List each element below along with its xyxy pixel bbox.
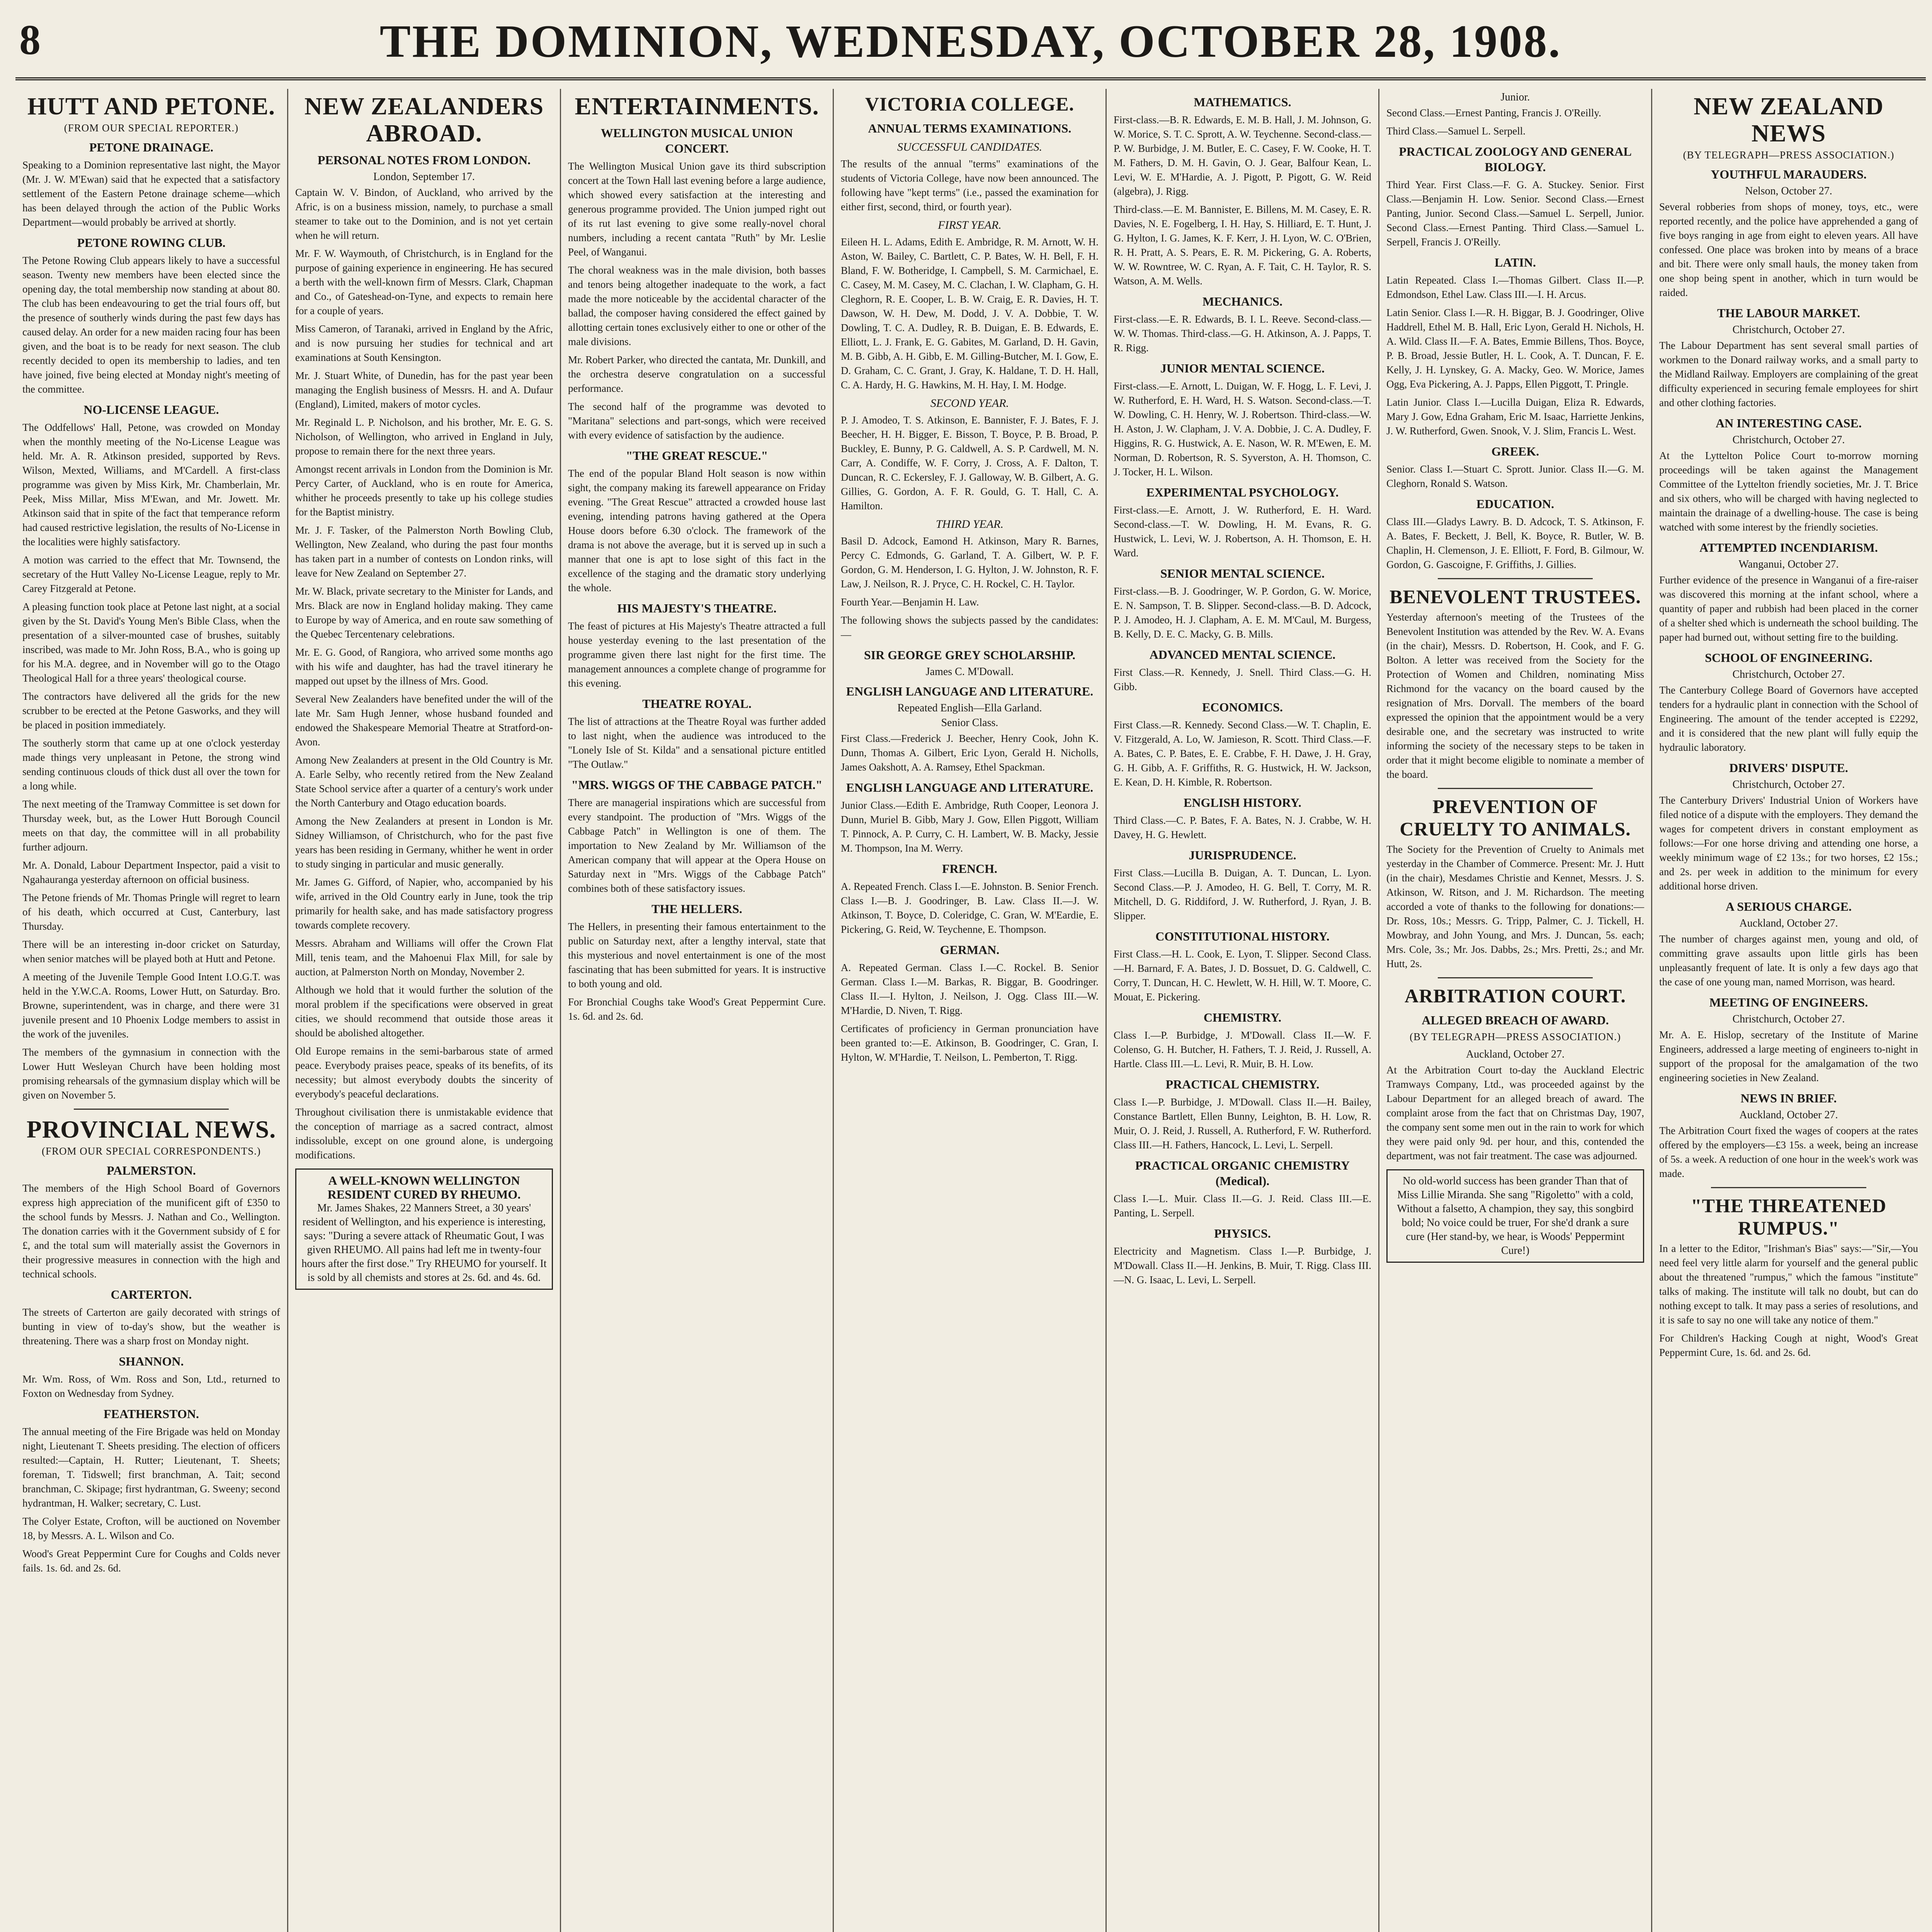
article-text: The Canterbury College Board of Governors have accepted tenders for a hydraulic plant in connection with the School of Engineering. The amount of the tender accepted is £2292, and it is considered that the new plant will fully equip the hydraulic laboratory. xyxy=(1659,684,1918,753)
article-text: The number of charges against men, young and old, of committing grave assaults upon little girls has been unpleasantly frequent of late. It is only a few days ago that the case of one young man, named Morrison, was heard. xyxy=(1659,933,1918,988)
article-text: Basil D. Adcock, Eamond H. Atkinson, Mary R. Barnes, Percy C. Edmonds, G. Garland, T. A. Gilbert, W. P. F. Gordon, G. M. Henderson, I. G. Hylton, J. W. Johnston, R. F. Law, J. Neilson, R. J. Pryce, C. H. Rockel, C. H. Taylor. xyxy=(841,535,1099,590)
column-3 xyxy=(561,89,834,1932)
article-text: A pleasing function took place at Petone last night, at a social given by the St. David's Young Men's Bible Class, when the presentation of a silver-mounted case of brushes, suitably inscribed, was made to Mr. John Ross, B.A., who is going up for his M.A. degree, and in November will go to the Otago Theological Hall for a three years' theological course. xyxy=(22,601,280,684)
article-text: Mr. F. W. Waymouth, of Christchurch, is in England for the purpose of gaining experience in engineering. He has secured a berth with the well-known firm of Messrs. Clark, Chapman and Co., of Gateshead-on-Tyne, and expects to remain here for a couple of years. xyxy=(295,248,553,316)
article-text: Certificates of proficiency in German pronunciation have been granted to:—E. Atkinson, B. Goodringer, C. Gran, I. Hylton, W. M'Hardie, T. Neilson, L. Pemberton, T. Rigg. xyxy=(841,1023,1099,1063)
divider xyxy=(1438,788,1592,789)
article-text: Second Class.—Ernest Panting, Francis J. O'Reilly. xyxy=(1386,107,1601,119)
article-text: Although we hold that it would further the solution of the moral problem if the specifications were observed in great cities, we should recommend that outside those areas it should be abolished altogether. xyxy=(295,984,553,1039)
article-text: The results of the annual "terms" examinations of the students of Victoria College, have now been announced. The following have "kept terms" (i.e., passed the examination for either first, second, third, or fourth year). xyxy=(841,158,1099,213)
subheading: PETONE DRAINAGE. xyxy=(89,140,214,154)
subheading: SHANNON. xyxy=(119,1354,184,1368)
subheading: EDUCATION. xyxy=(1476,497,1554,511)
subheading: "THE GREAT RESCUE." xyxy=(626,449,768,463)
article-text: Senior Class. xyxy=(941,717,998,729)
subheading: NEWS IN BRIEF. xyxy=(1740,1091,1837,1105)
subheading: THE LABOUR MARKET. xyxy=(1717,306,1861,320)
dateline: Christchurch, October 27. xyxy=(1732,779,1845,791)
subheading: "MRS. WIGGS OF THE CABBAGE PATCH." xyxy=(571,778,823,792)
column-6 xyxy=(1379,89,1652,1932)
article-text: The contractors have delivered all the grids for the new scrubber to be erected at the Petone Gasworks, and they will be placed in position immediately. xyxy=(22,690,280,731)
subheading: HIS MAJESTY'S THEATRE. xyxy=(617,601,777,615)
subheading: WELLINGTON MUSICAL UNION CONCERT. xyxy=(600,126,793,155)
section-title: PREVENTION OF CRUELTY TO ANIMALS. xyxy=(1400,796,1631,840)
advert-title: A WELL-KNOWN WELLINGTON RESIDENT CURED BY RHEUMO. xyxy=(327,1173,521,1201)
advert-text: No old-world success has been grander Than that of Miss Lillie Miranda. She sang "Rigoletto" with a cold, Without a falsetto, A champion, they say, this songbird bold; No voice could be truer, For she'd drank a sure cure (Her stand-by, we hear, is Woods' Peppermint Cure!) xyxy=(1397,1175,1634,1257)
article-text: Mr. Robert Parker, who directed the cantata, Mr. Dunkill, and the orchestra deserve congratulation on a successful performance. xyxy=(568,354,826,394)
subheading: CONSTITUTIONAL HISTORY. xyxy=(1155,929,1330,943)
dateline: Christchurch, October 27. xyxy=(1732,434,1845,446)
article-text: The choral weakness was in the male division, both basses and tenors being altogether inadequate to the work, a fact made the more noticeable by the accidental character of the ballad, the composer having considered the effect gained by allotting certain tones exclusively either to one or other of the male divisions. xyxy=(568,264,826,347)
columns xyxy=(15,89,1926,1932)
article-text: First-class.—B. J. Goodringer, W. P. Gordon, G. W. Morice, E. N. Sampson, T. B. Slipper. Second-class.—B. D. Adcock, P. J. Amodeo, H. J. Clapham, A. E. M. M'Caul, M. Burgess, B. Kelly, D. E. C. Macky, G. B. Mills. xyxy=(1114,585,1371,640)
article-text: Class I.—P. Burbidge, J. M'Dowall. Class II.—W. F. Colenso, G. H. Butcher, H. Fathers, T. J. Reid, J. Russell, A. Hartle. Class III.—L. Levi, R. Muir, B. H. Low. xyxy=(1114,1029,1371,1070)
article-text: Third Class.—Samuel L. Serpell. xyxy=(1386,125,1526,137)
subheading: PALMERSTON. xyxy=(107,1163,196,1177)
article-text: Several New Zealanders have benefited under the will of the late Mr. Sam Hugh Jenner, whose husband founded and endowed the Shakespeare Memorial Theatre at Stratford-on-Avon. xyxy=(295,693,553,748)
dateline: Auckland, October 27. xyxy=(1739,1109,1838,1121)
article-text: First Class.—R. Kennedy. Second Class.—W. T. Chaplin, E. V. Fitzgerald, A. Lo, W. Jamieson, R. Scott. Third Class.—F. A. Bates, C. P. Bates, E. E. Crabbe, F. H. Dawe, J. H. Gray, G. H. Gibb, A. F. Griffiths, R. G. Hustwick, H. W. Jackson, E. Kean, D. H. Kimble, R. Robertson. xyxy=(1114,719,1371,788)
article-text: Junior Class.—Edith E. Ambridge, Ruth Cooper, Leonora J. Dunn, Muriel B. Gibb, Mary J. Gow, Ellen Piggott, William T. Pinnock, A. P. Curry, C. H. Lambert, W. B. Macky, Jessie M. Thompson, Ina M. Werry. xyxy=(841,799,1099,854)
article-text: The Society for the Prevention of Cruelty to Animals met yesterday in the Chamber of Commerce. Present: Mr. J. Hutt (in the chair), Mesdames Christie and Kennet, Messrs. J. S. Atkinson, W. Ritson, and J. M. Richardson. The meeting accorded a vote of thanks to the following for donations:—Dr. Ross, 10s.; Messrs. G. Tripp, Palmer, C. J. Tickell, H. Mowbray, and John Young, and Mrs. J. Duncan, 5s. each; Mrs. Cole, 3s.; Mr. Jos. Dabbs, 2s.; Mrs. Pretti, 2s.; and Mr. Hutt, 2s. xyxy=(1386,844,1644,969)
column-2 xyxy=(288,89,561,1932)
article-text: The annual meeting of the Fire Brigade was held on Monday night, Lieutenant T. Sheets presiding. The election of officers resulted:—Captain, H. Rutter; Lieutenant, T. Sheets; foreman, T. Tidswell; first branchman, A. Tait; second branchman, C. Skipage; first hydrantman, G. Sweeny; second hydrantman, H. Walker; secretary, C. Lust. xyxy=(22,1426,280,1509)
subheading: DRIVERS' DISPUTE. xyxy=(1729,761,1848,775)
article-text: A meeting of the Juvenile Temple Good Intent I.O.G.T. was held in the Y.W.C.A. Rooms, Lower Hutt, on Saturday. Bro. Browne, superintendent, was in charge, and there were 31 juvenile present and 10 Phoenix Lodge members to assist in the work of the juveniles. xyxy=(22,971,280,1040)
article-text: There will be an interesting in-door cricket on Saturday, when senior matches will be played both at Hutt and Petone. xyxy=(22,939,280,964)
article-text: First Class.—R. Kennedy, J. Snell. Third Class.—G. H. Gibb. xyxy=(1114,667,1371,692)
page-number: 8 xyxy=(19,16,41,63)
dateline: Wanganui, October 27. xyxy=(1738,558,1839,570)
subheading: ADVANCED MENTAL SCIENCE. xyxy=(1149,648,1336,662)
article-text: Mr. W. Black, private secretary to the Minister for Lands, and Mrs. Black are now in England holiday making. They came to Europe by way of America, and en route saw something of the Quebec Tercentenary celebrations. xyxy=(295,585,553,640)
article-text: Yesterday afternoon's meeting of the Trustees of the Benevolent Institution was attended by the Rev. W. A. Evans (in the chair), Messrs. D. Robertson, H. Cook, and F. G. Bolton. A letter was received from the Society for the Protection of Women and Children, nominating Miss Richmond for the vacancy on the board caused by the resignation of Mrs. Dorvall. The members of the board expressed the opinion that the appointment would be a very desirable one, and the secretary was instructed to write informing the society of the necessary steps to be taken in order that it might become eligible to nominate a member of the board. xyxy=(1386,611,1644,780)
article-text: The Hellers, in presenting their famous entertainment to the public on Saturday next, after a lengthy interval, state that this mysterious and novel entertainment is one of the most fascinating that has been submitted for years. It is instructive to both young and old. xyxy=(568,921,826,990)
article-text: Class I.—P. Burbidge, J. M'Dowall. Class II.—H. Bailey, Constance Bartlett, Ellen Bunny, Leighton, B. H. Low, R. Muir, O. J. Reid, J. Russell, A. Rutherford, F. W. Rutherford. Class III.—H. Fathers, Hancock, L. Levi, L. Serpell. xyxy=(1114,1096,1371,1151)
article-text: Throughout civilisation there is unmistakable evidence that the conception of marriage as a sacred contract, almost indissoluble, except on one ground alone, is undergoing modifications. xyxy=(295,1106,553,1161)
article-text: The Wellington Musical Union gave its third subscription concert at the Town Hall last evening before a large audience, which showed every satisfaction at the interesting and generous programme provided. The Union jumped right out of its rut last evening to give some really-novel choral numbers, including a recent cantata "Ruth" by Mr. Leslie Peel, of Wanganui. xyxy=(568,160,826,258)
article-text: Captain W. V. Bindon, of Auckland, who arrived by the Afric, is on a business mission, namely, to purchase a small steamer to take out to the Dominion, and is not yet certain when he will return. xyxy=(295,187,553,241)
advert-text: For Children's Hacking Cough at night, Wood's Great Peppermint Cure, 1s. 6d. and 2s. 6d. xyxy=(1659,1332,1918,1358)
article-text: Eileen H. L. Adams, Edith E. Ambridge, R. M. Arnott, W. H. Aston, W. Bailey, C. Bartlett, C. P. Bates, W. H. Bell, F. H. Bland, F. W. Botheridge, I. Campbell, S. M. Carmichael, E. C. Casey, M. M. Casey, M. C. Clachan, I. W. Clapham, G. H. Cleghorn, R. E. Cooper, L. B. W. Craig, E. R. Davies, H. T. Dawson, W. H. Dew, M. Dodd, J. V. A. Dobbie, T. W. Dowling, T. C. A. Dudley, R. B. Duigan, E. B. Edwards, E. Elliott, L. J. Frank, E. G. Gabites, M. Garland, D. H. Gavin, M. B. Gibb, A. H. Gibb, E. M. Gilling-Butcher, M. I. Gow, E. D. Graham, C. C. Grant, J. Gray, K. Haldane, T. D. H. Hall, C. A. Hardy, H. G. Hawkins, M. H. Hay, I. M. Hodge. xyxy=(841,236,1099,391)
advertisement xyxy=(1386,1169,1644,1263)
article-text: Third Class.—C. P. Bates, F. A. Bates, N. J. Crabbe, W. H. Davey, H. G. Hewlett. xyxy=(1114,815,1371,840)
article-text: Mr. J. Stuart White, of Dunedin, has for the past year been managing the English business of Messrs. H. and A. Dufaur (England), Limited, makers of motor cycles. xyxy=(295,370,553,410)
subheading: PETONE ROWING CLUB. xyxy=(77,236,226,250)
article-text: Mr. James G. Gifford, of Napier, who, accompanied by his wife, arrived in the Old Country early in June, took the trip primarily for health sake, and has made satisfactory progress towards complete recovery. xyxy=(295,876,553,931)
subheading: YOUTHFUL MARAUDERS. xyxy=(1711,167,1867,181)
dateline: London, September 17. xyxy=(373,171,475,183)
byline: (BY TELEGRAPH—PRESS ASSOCIATION.) xyxy=(1410,1031,1621,1043)
section-title: HUTT AND PETONE. xyxy=(27,92,276,120)
article-text: A. Repeated German. Class I.—C. Rockel. B. Senior German. Class I.—M. Barkas, R. Biggar, B. Goodringer. Class II.—I. Hylton, J. Neilson, J. Ogg. Class III.—W. M'Hardie, D. Niven, T. Rigg. xyxy=(841,962,1099,1016)
article-text: Junior. xyxy=(1500,91,1530,103)
article-text: Among the New Zealanders at present in London is Mr. Sidney Williamson, of Christchurch, who for the past five years has been residing in Germany, whither he went in order to study singing in particular and music generally. xyxy=(295,815,553,870)
article-text: Latin Repeated. Class I.—Thomas Gilbert. Class II.—P. Edmondson, Ethel Law. Class III.—I. H. Arcus. xyxy=(1386,274,1644,300)
column-7 xyxy=(1652,89,1925,1932)
article-text: The next meeting of the Tramway Committee is set down for Thursday week, but, as the Lower Hutt Borough Council meets on that day, the committee will in all probability further adjourn. xyxy=(22,798,280,853)
article-text: The Petone friends of Mr. Thomas Pringle will regret to learn of his death, which occurred at Cust, Canterbury, last Thursday. xyxy=(22,892,280,932)
masthead xyxy=(15,12,1926,80)
advert-text: Mr. James Shakes, 22 Manners Street, a 30 years' resident of Wellington, and his experience is interesting, says: "During a severe attack of Rheumatic Gout, I was given RHEUMO. All pains had left me in twenty-four hours after the first dose." Try RHEUMO for yourself. It is sold by all chemists and stores at 2s. 6d. and 4s. 6d. xyxy=(301,1202,547,1284)
dateline: Auckland, October 27. xyxy=(1739,917,1838,929)
article-text: First-class.—E. Arnott, L. Duigan, W. F. Hogg, L. F. Levi, J. W. Rutherford, E. H. Ward, H. S. Watson. Second-class.—T. W. Dowling, C. H. Henry, W. J. Robertson. Third-class.—W. H. Aston, J. W. Clapham, J. V. A. Dobbie, J. C. A. Dudley, F. Higgins, R. G. Hustwick, A. E. Nason, W. R. M'Ewen, E. M. Norman, D. Robertson, R. S. Syverston, A. H. Thomson, C. J. Tocker, H. L. Wilson. xyxy=(1114,380,1371,478)
subheading: GERMAN. xyxy=(940,943,1000,957)
subheading: GREEK. xyxy=(1491,444,1539,458)
article-text: Class I.—L. Muir. Class II.—G. J. Reid. Class III.—E. Panting, L. Serpell. xyxy=(1114,1193,1371,1219)
subheading: ALLEGED BREACH OF AWARD. xyxy=(1422,1013,1609,1027)
article-text: The following shows the subjects passed by the candidates:— xyxy=(841,614,1099,640)
subheading: LATIN. xyxy=(1495,255,1536,269)
article-text: Latin Senior. Class I.—R. H. Biggar, B. J. Goodringer, Olive Haddrell, Ethel M. B. Hall, Eric Lyon, Gerald H. Nichols, H. A. Wild. Class II.—F. A. Bates, Emmie Billens, Thos. Boyce, P. B. Broad, Jessie Butler, H. L. Cook, A. T. Duncan, F. E. Kelly, J. H. Lynskey, G. A. Macky, Geo. W. Morice, James Ogg, Eva Pickering, A. J. Papps, Ellen Piggott, T. Pringle. xyxy=(1386,307,1644,390)
article-text: The members of the High School Board of Governors express high appreciation of the munificent gift of £350 to the school funds by Messrs. J. Nathan and Co., Wellington. The donation carries with it the Government subsidy of £ for £, and the total sum will materially assist the Governors in their progressive measures in connection with the high and technical schools. xyxy=(22,1182,280,1280)
article-text: At the Arbitration Court to-day the Auckland Electric Tramways Company, Ltd., was proceeded against by the Labour Department for an alleged breach of award. The complaint arose from the fact that on Christmas Day, 1907, the company sent some men out in the rain to work for which they were paid only 9d. per hour, and this, contended the department, was not fair treatment. The case was adjourned. xyxy=(1386,1064,1644,1162)
divider xyxy=(1711,1187,1866,1188)
article-text: Mr. A. E. Hislop, secretary of the Institute of Marine Engineers, addressed a large meeting of engineers to-night in support of the proposal for the amalgamation of the two engineering societies in New Zealand. xyxy=(1659,1029,1918,1083)
divider xyxy=(74,1109,228,1110)
article-text: A motion was carried to the effect that Mr. Townsend, the secretary of the Hutt Valley No-License League, reply to Mr. Carey Fitzgerald at Petone. xyxy=(22,554,280,594)
section-title: PROVINCIAL NEWS. xyxy=(26,1116,276,1143)
article-text: The Colyer Estate, Crofton, will be auctioned on November 18, by Messrs. A. L. Wilson and Co. xyxy=(22,1515,280,1541)
subheading: FRENCH. xyxy=(942,862,998,876)
article-text: Among New Zealanders at present in the Old Country is Mr. A. Earle Selby, who recently retired from the New Zealand State School service after a quarter of a century's work under the North Canterbury and Otago education boards. xyxy=(295,754,553,809)
subheading: EXPERIMENTAL PSYCHOLOGY. xyxy=(1146,485,1339,499)
article-text: Fourth Year.—Benjamin H. Law. xyxy=(841,596,979,608)
article-text: Latin Junior. Class I.—Lucilla Duigan, Eliza R. Edwards, Mary J. Gow, Edna Graham, Eric M. Isaac, Harriette Jenkins, J. W. Rutherford, Gwen. Snook, V. J. Slim, Francis L. West. xyxy=(1386,396,1644,437)
byline: (FROM OUR SPECIAL REPORTER.) xyxy=(64,122,239,134)
subheading: THIRD YEAR. xyxy=(936,518,1003,531)
subheading: ANNUAL TERMS EXAMINATIONS. xyxy=(868,121,1071,135)
article-text: Repeated English—Ella Garland. xyxy=(897,702,1042,714)
subheading: SCHOOL OF ENGINEERING. xyxy=(1705,651,1872,665)
article-text: Third Year. First Class.—F. G. A. Stuckey. Senior. First Class.—Benjamin H. Low. Senior. Second Class.—Ernest Panting, Junior. Second Class.—Samuel L. Serpell, Junior. Second Class.—Ernest Panting. Third Class.—Samuel L. Serpell, Francis J. O'Reilly. xyxy=(1386,179,1644,248)
subheading: SENIOR MENTAL SCIENCE. xyxy=(1160,566,1325,580)
section-title: ENTERTAINMENTS. xyxy=(575,92,819,120)
article-text: At the Lyttelton Police Court to-morrow morning proceedings will be taken against the Management Committee of the Lyttelton friendly societies, Mr. J. T. Brice and six others, who will be charged with having neglected to maintain the drainage of a dwelling-house. The case is being watched with some interest by the friendly societies. xyxy=(1659,450,1918,533)
article-text: First Class.—Lucilla B. Duigan, A. T. Duncan, L. Lyon. Second Class.—P. J. Amodeo, H. G. Bell, T. Corry, M. R. Mitchell, D. G. Riddiford, J. W. Rutherford, J. Ryan, J. B. Slipper. xyxy=(1114,867,1371,922)
subheading: MEETING OF ENGINEERS. xyxy=(1709,995,1868,1009)
section-title: NEW ZEALANDERS ABROAD. xyxy=(304,92,544,147)
subheading: MATHEMATICS. xyxy=(1194,95,1291,109)
article-text: Electricity and Magnetism. Class I.—P. Burbidge, J. M'Dowall. Class II.—H. Jenkins, B. Muir, T. Rigg. Class III.—N. G. Isaac, L. Levi, L. Serpell. xyxy=(1114,1245,1371,1286)
subheading: THEATRE ROYAL. xyxy=(642,697,752,711)
article-text: Mr. A. Donald, Labour Department Inspector, paid a visit to Ngahauranga yesterday afternoon on official business. xyxy=(22,859,280,885)
article-text: First Class.—Frederick J. Beecher, Henry Cook, John K. Dunn, Thomas A. Gilbert, Eric Lyon, Gerald H. Nicholls, James Oakshott, A. A. Ramsey, Ethel Spackman. xyxy=(841,733,1099,773)
subheading: JURISPRUDENCE. xyxy=(1189,848,1296,862)
article-text: The Petone Rowing Club appears likely to have a successful season. Twenty new members have been elected since the opening day, the total membership now standing at about 80. The club has been endeavouring to get the trial fours off, but the presence of southerly winds during the past few days has caused delay. An order for a new maiden racing four has been given, and the boat is to be ready for next season. The club recently decided to open its membership to ladies, and ten have joined, five being elected at Monday night's meeting of the committee. xyxy=(22,255,280,395)
article-text: The list of attractions at the Theatre Royal was further added to last night, when the audience was introduced to the "Lonely Isle of St. Kilda" and a sensational picture entitled "The Outlaw." xyxy=(568,716,826,770)
subheading: SECOND YEAR. xyxy=(930,397,1009,410)
article-text: Messrs. Abraham and Williams will offer the Crown Flat Mill, tenis team, and the Mahoenui Flax Mill, for sale by auction, at Palmerston North on Monday, November 2. xyxy=(295,937,553,978)
dateline: Christchurch, October 27. xyxy=(1732,668,1845,680)
article-text: Several robberies from shops of money, toys, etc., were reported recently, and the police have apprehended a gang of five boys ranging in age from eight to eleven years. All have confessed. One place was broken into by means of a brace and bit. There were only small hauls, the money taken from one shop being spent in another, which in turn would be raided. xyxy=(1659,201,1918,298)
subheading: MECHANICS. xyxy=(1202,294,1283,308)
article-text: First Class.—H. L. Cook, E. Lyon, T. Slipper. Second Class.—H. Barnard, F. A. Bates, J. D. Bossuet, D. G. Caldwell, C. Corry, T. Duncan, H. C. Hewlett, W. H. Hill, W. T. Moore, C. Mouat, E. Pickering. xyxy=(1114,948,1371,1003)
dateline: Nelson, October 27. xyxy=(1745,185,1832,197)
newspaper-title: THE DOMINION, WEDNESDAY, OCTOBER 28, 1908. xyxy=(379,15,1562,67)
article-text: Speaking to a Dominion representative last night, the Mayor (Mr. J. W. M'Ewan) said that he expected that a satisfactory settlement of the Eastern Petone drainage scheme—which has been delayed through the action of the Public Works Department—would probably be arrived at shortly. xyxy=(22,159,280,228)
column-1 xyxy=(15,89,288,1932)
article-text: The feast of pictures at His Majesty's Theatre attracted a full house yesterday evening to the last presentation of the programme given there last night for the first time. The management announces a complete change of programme for this evening. xyxy=(568,620,826,689)
article-text: Old Europe remains in the semi-barbarous state of armed peace. Everybody praises peace, speaks of its benefits, of its necessity; but almost everybody doubts the sincerity of everybody's peaceful declarations. xyxy=(295,1045,553,1100)
byline: (FROM OUR SPECIAL CORRESPONDENTS.) xyxy=(41,1145,261,1157)
article-text: The southerly storm that came up at one o'clock yesterday made things very unpleasant in Petone, the strong wind sending continuous clouds of thick dust all over the town for a long while. xyxy=(22,737,280,792)
article-text: Miss Cameron, of Taranaki, arrived in England by the Afric, and is now pursuing her studies for technical and art examinations at South Kensington. xyxy=(295,323,553,363)
section-title: NEW ZEALAND NEWS xyxy=(1694,92,1884,147)
subheading: PRACTICAL ORGANIC CHEMISTRY (Medical). xyxy=(1135,1158,1350,1188)
article-text: The members of the gymnasium in connection with the Lower Hutt Wesleyan Church have been holding most promising rehearsals of the gymnasium display which will be given on November 5. xyxy=(22,1046,280,1101)
article-text: Further evidence of the presence in Wanganui of a fire-raiser was discovered this morning at the infant school, where a quantity of paper and rubbish had been placed in the corner of a shelter shed which is underneath the school building. The paper had burned out, without setting fire to the building. xyxy=(1659,574,1918,643)
subheading: ENGLISH HISTORY. xyxy=(1184,796,1301,810)
subheading: JUNIOR MENTAL SCIENCE. xyxy=(1160,361,1325,375)
article-text: The Labour Department has sent several small parties of workmen to the Donard railway works, and a small party to the Midland Railway. Employers are complaining of the great difficulty experienced in securing female employees for shirt and other clothing factories. xyxy=(1659,340,1918,408)
subheading: ECONOMICS. xyxy=(1202,700,1283,714)
article-text: Senior. Class I.—Stuart C. Sprott. Junior. Class II.—G. M. Cleghorn, Ronald S. Watson. xyxy=(1386,463,1644,489)
section-title: VICTORIA COLLEGE. xyxy=(865,93,1075,115)
article-text: The Canterbury Drivers' Industrial Union of Workers have filed notice of a dispute with the employers. They demand the wages for competent drivers in constant employment as follows:—For one horse driving and attending one horse, a weekly minimum wage of £2 13s.; for two horses, £2 15s.; and 2s. per week in addition to the minimum for every additional horse driven. xyxy=(1659,794,1918,892)
section-title: "THE THREATENED RUMPUS." xyxy=(1690,1195,1887,1239)
article-text: The second half of the programme was devoted to "Maritana" selections and part-songs, which were received with every evidence of satisfaction by the audience. xyxy=(568,401,826,441)
subheading: ENGLISH LANGUAGE AND LITERATURE. xyxy=(846,781,1094,794)
dateline: Christchurch, October 27. xyxy=(1732,324,1845,336)
subheading: THE HELLERS. xyxy=(651,902,742,916)
article-text: The end of the popular Bland Holt season is now within sight, the company making its farewell appearance on Friday evening. "The Great Rescue" attracted a crowded house last evening, intending patrons having gathered at the Opera House doors before 6.30 o'clock. The framework of the drama is not above the average, but it is served up in such a manner that one is apt to lose sight of this fact in the excellence of the staging and the dramatic story underlying the whole. xyxy=(568,468,826,594)
divider xyxy=(1438,578,1592,579)
advertisement xyxy=(295,1168,553,1290)
subheading: ATTEMPTED INCENDIARISM. xyxy=(1699,541,1878,554)
subheading: PERSONAL NOTES FROM LONDON. xyxy=(317,153,531,167)
article-text: James C. M'Dowall. xyxy=(925,666,1014,678)
subheading: CHEMISTRY. xyxy=(1203,1010,1282,1024)
section-title: ARBITRATION COURT. xyxy=(1405,985,1626,1007)
dateline: Christchurch, October 27. xyxy=(1732,1013,1845,1025)
article-text: Mr. Wm. Ross, of Wm. Ross and Son, Ltd., returned to Foxton on Wednesday from Sydney. xyxy=(22,1373,280,1399)
article-text: Class III.—Gladys Lawry. B. D. Adcock, T. S. Atkinson, F. A. Bates, F. Beckett, J. Bell, K. Boyce, R. Butler, W. B. Chaplin, H. Clemenson, J. E. Elliott, F. Ford, B. Gilmour, W. Gordon, G. Gascoigne, F. Griffiths, J. Gillies. xyxy=(1386,516,1644,570)
column-5 xyxy=(1107,89,1379,1932)
article-text: First-class.—E. Arnott, J. W. Rutherford, E. H. Ward. Second-class.—T. W. Dowling, H. M. Evans, R. G. Hustwick, L. Levi, W. J. Robertson, A. H. Thomson, E. H. Ward. xyxy=(1114,504,1371,559)
newspaper-page xyxy=(15,12,1926,1932)
subheading: PRACTICAL ZOOLOGY AND GENERAL BIOLOGY. xyxy=(1399,145,1632,174)
article-text: First-class.—E. R. Edwards, B. I. L. Reeve. Second-class.—W. W. Thomas. Third-class.—G. H. Atkinson, A. J. Papps, T. R. Rigg. xyxy=(1114,313,1371,354)
subheading: AN INTERESTING CASE. xyxy=(1716,416,1862,430)
subheading: FIRST YEAR. xyxy=(938,219,1002,231)
section-title: BENEVOLENT TRUSTEES. xyxy=(1389,586,1641,607)
subheading: PRACTICAL CHEMISTRY. xyxy=(1165,1077,1320,1091)
byline: (BY TELEGRAPH—PRESS ASSOCIATION.) xyxy=(1683,149,1895,161)
subheading: NO-LICENSE LEAGUE. xyxy=(83,403,219,417)
article-text: Mr. E. G. Good, of Rangiora, who arrived some months ago with his wife and daughter, has had the travel itinerary he mapped out upset by the illness of Mrs. Good. xyxy=(295,646,553,687)
article-text: Mr. Reginald L. P. Nicholson, and his brother, Mr. E. G. S. Nicholson, of Wellington, who arrived in England in July, propose to remain there for the next three years. xyxy=(295,417,553,457)
subheading: A SERIOUS CHARGE. xyxy=(1725,900,1852,913)
article-text: The Oddfellows' Hall, Petone, was crowded on Monday when the monthly meeting of the No-License League was held. Mr. A. R. Atkinson presided, supported by Revs. Wilson, Mexted, Williams, and M'Cardell. A first-class programme was given by Miss Kirk, Mr. Chamberlain, Mr. Peek, Miss Millar, Miss M'Ewan, and Mr. Jowett. Mr. Atkinson said that in spite of the fact that temperance reform had caused restrictive legislation, the results of No-License in the localities were highly satisfactory. xyxy=(22,422,280,548)
article-text: P. J. Amodeo, T. S. Atkinson, E. Bannister, F. J. Bates, F. J. Beecher, H. H. Bigger, E. Bisson, T. Boyce, P. B. Broad, P. Buckley, E. Bunny, P. G. Caldwell, A. S. P. Cardwell, M. N. Carr, A. Condiffe, W. F. Corry, J. Cross, A. F. Dalton, T. Duncan, R. C. Eckersley, F. J. Galloway, W. B. Gilbert, A. G. Gillies, G. Gordon, A. F. R. Gould, G. T. Hall, C. A. Hamilton. xyxy=(841,414,1099,512)
article-text: Amongst recent arrivals in London from the Dominion is Mr. Percy Carter, of Auckland, who is en route for America, whither he proceeds presently to take up his college studies for the Baptist ministry. xyxy=(295,463,553,518)
subheading: SIR GEORGE GREY SCHOLARSHIP. xyxy=(864,648,1076,662)
article-text: There are managerial inspirations which are successful from every standpoint. The production of "Mrs. Wiggs of the Cabbage Patch" in Wellington is one of them. The importation to New Zealand by Mr. Williamson of the American company that will appear at the Opera House on Saturday next in "Mrs. Wiggs of the Cabbage Patch" combines both of these satisfactory issues. xyxy=(568,797,826,894)
subheading: ENGLISH LANGUAGE AND LITERATURE. xyxy=(846,684,1094,698)
article-text: The streets of Carterton are gaily decorated with strings of bunting in view of to-day's show, but the weather is threatening. There was a sharp frost on Monday night. xyxy=(22,1306,280,1347)
column-4 xyxy=(834,89,1107,1932)
divider xyxy=(1438,977,1592,978)
article-text: The Arbitration Court fixed the wages of coopers at the rates offered by the employers—£3 15s. a week, being an increase of 5s. a week. A reduction of one hour in the week's work was made. xyxy=(1659,1125,1918,1179)
article-text: A. Repeated French. Class I.—E. Johnston. B. Senior French. Class I.—B. J. Goodringer, B. Law. Class II.—J. W. Atkinson, T. Boyce, D. Coleridge, C. Gran, W. M'Eardie, E. Pickering, G. Reid, W. Teychenne, E. Thompson. xyxy=(841,881,1099,935)
subheading: PHYSICS. xyxy=(1214,1226,1271,1240)
advert-text: For Bronchial Coughs take Wood's Great Peppermint Cure. 1s. 6d. and 2s. 6d. xyxy=(568,996,826,1022)
article-text: Third-class.—E. M. Bannister, E. Billens, M. M. Casey, E. R. Davies, N. E. Fogelberg, I. H. Hay, S. Hilliard, E. T. Hunt, J. G. Hylton, I. G. James, K. F. Kerr, J. H. Lyon, W. C. O'Brien, R. H. Pratt, A. S. Pears, E. R. M. Pickering, G. A. Roberts, W. W. Rowntree, W. C. Ryan, A. F. Tait, C. H. Taylor, R. S. Watson, A. M. Wells. xyxy=(1114,204,1371,287)
dateline: Auckland, October 27. xyxy=(1466,1048,1565,1060)
article-text: In a letter to the Editor, "Irishman's Bias" says:—"Sir,—You need feel very little alarm for yourself and the general public about the threatened "rumpus," which the famous "institute" talks of making. The institute will talk no doubt, but can do nothing except to talk. It may pass a series of resolutions, and it is safe to say no one will take any notice of them." xyxy=(1659,1243,1918,1326)
subheading: CARTERTON. xyxy=(111,1287,192,1301)
article-text: First-class.—B. R. Edwards, E. M. B. Hall, J. M. Johnson, G. W. Morice, S. T. C. Sprott, A. W. Teychenne. Second-class.—P. W. Burbidge, J. M. Butler, E. C. Casey, F. W. Cooke, H. T. M. Fathers, D. M. H. Gavin, O. J. Gear, Balfour Kean, L. Levi, W. E. M'Hardie, A. J. Pigott, P. Pigott, G. W. Reid (algebra), J. Rigg. xyxy=(1114,114,1371,197)
subheading: FEATHERSTON. xyxy=(104,1407,199,1421)
subheading: SUCCESSFUL CANDIDATES. xyxy=(897,141,1043,153)
article-text: Mr. J. F. Tasker, of the Palmerston North Bowling Club, Wellington, New Zealand, who during the past four months has taken part in a number of contests on London rinks, will leave for New Zealand on September 27. xyxy=(295,524,553,579)
advert-text: Wood's Great Peppermint Cure for Coughs and Colds never fails. 1s. 6d. and 2s. 6d. xyxy=(22,1548,280,1574)
